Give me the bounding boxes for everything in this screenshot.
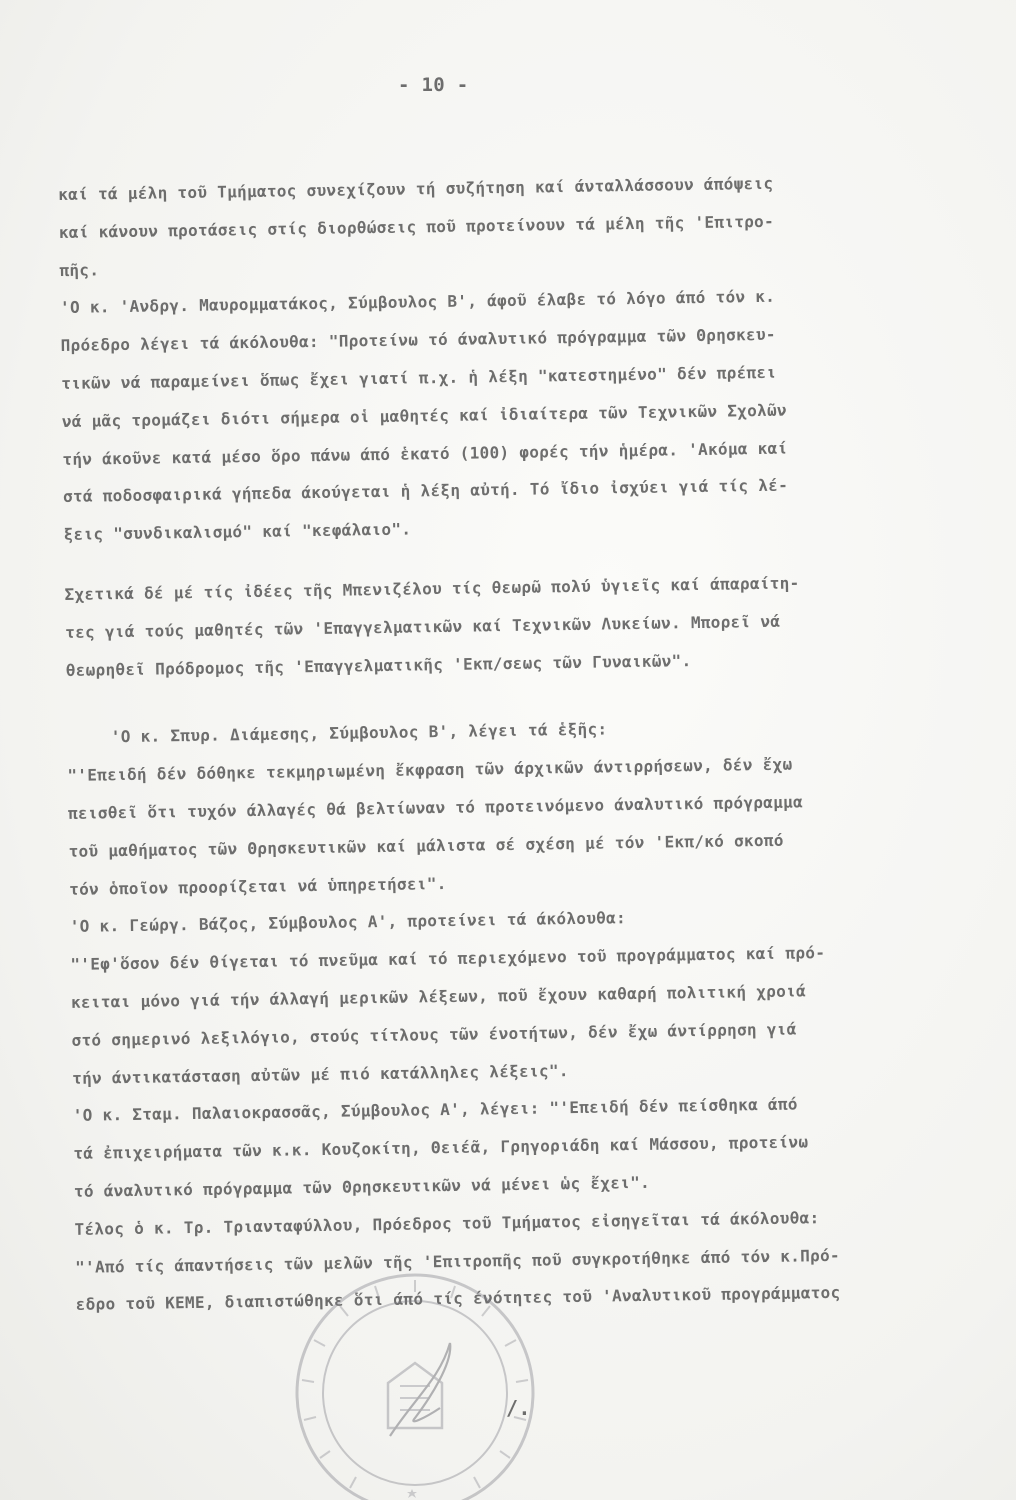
text-line: πεισθεῖ ὅτι τυχόν άλλαγές θά βελτίωναν τό προτεινόμενο άναλυτικό πρόγραμμα xyxy=(67,792,804,823)
text-line: καί κάνουν προτάσεις στίς διορθώσεις ποῦ προτείνουν τά μέλη τῆς 'Επιτρο- xyxy=(58,211,775,242)
text-line: Τέλος ὁ κ. Τρ. Τριανταφύλλου, Πρόεδρος τοῦ Τμήματος εἰσηγεῖται τά άκόλουθα: xyxy=(74,1207,820,1239)
seal-lettering-marks xyxy=(302,1280,528,1488)
text-line: στό σημερινό λεξιλόγιο, στούς τίτλους τῶν ένοτήτων, δέν ἔχω άντίρρηση γιά xyxy=(71,1019,797,1050)
text-line: τοῦ μαθήματος τῶν Θρησκευτικῶν καί μάλιστα σέ σχέση μέ τόν 'Εκπ/κό σκοπό xyxy=(68,830,784,861)
text-line: "'Από τίς άπαντήσεις τῶν μελῶν τῆς 'Επιτροπῆς ποῦ συγκροτήθηκε άπό τόν κ.Πρό- xyxy=(74,1245,841,1277)
seal-outer-ring xyxy=(297,1275,533,1500)
text-line: 'Ο κ. Σπυρ. Διάμεσης, Σύμβουλος Β', λέγει τά ἑξῆς: xyxy=(110,719,608,747)
text-line: ξεις "συνδικαλισμό" καί "κεφάλαιο". xyxy=(63,519,412,545)
text-line: καί τά μέλη τοῦ Τμήματος συνεχίζουν τή συζήτηση καί άνταλλάσσουν άπόψεις xyxy=(58,173,774,204)
text-line: στά ποδοσφαιρικά γήπεδα άκούγεται ἡ λέξη αὐτή. Τό ἴδιο ἰσχύει γιά τίς λέ- xyxy=(62,475,789,507)
text-line: τά ἐπιχειρήματα τῶν κ.κ. Κουζοκίτη, Θειέᾶ, Γρηγοριάδη καί Μάσσου, προτείνω xyxy=(73,1132,809,1164)
text-line: νά μᾶς τρομάζει διότι σήμερα οἱ μαθητές καί ἰδιαίτερα τῶν Τεχνικῶν Σχολῶν xyxy=(61,400,788,431)
page-number: - 10 - xyxy=(398,74,469,96)
text-line: τόν ὁποῖον προορίζεται νά ὑπηρετήσει". xyxy=(69,873,447,899)
text-line: Πρόεδρο λέγει τά άκόλουθα: "Προτείνω τό άναλυτικό πρόγραμμα τῶν Θρησκευ- xyxy=(60,324,776,356)
text-line: "'Εφ'ὅσον δέν θίγεται τό πνεῦμα καί τό περιεχόμενο τοῦ προγράμματος καί πρό- xyxy=(70,943,826,975)
document-body xyxy=(58,162,966,1324)
text-line: τό άναλυτικό πρόγραμμα τῶν Θρησκευτικῶν νά μένει ὡς ἔχει". xyxy=(73,1172,651,1201)
text-line: τικῶν νά παραμείνει ὅπως ἔχει γιατί π.χ. ἡ λέξη "κατεστημένο" δέν πρέπει xyxy=(61,362,777,393)
text-line: Σχετικά δέ μέ τίς ἰδέες τῆς Μπενιζέλου τίς θεωρῶ πολύ ὑγιεῖς καί άπαραίτη- xyxy=(64,573,800,604)
text-line: 'Ο κ. Σταμ. Παλαιοκρασσᾶς, Σύμβουλος Α', λέγει: "'Επειδή δέν πείσθηκα άπό xyxy=(72,1094,798,1126)
text-line: εδρο τοῦ ΚΕΜΕ, διαπιστώθηκε ὅτι άπό τίς ένότητες τοῦ 'Αναλυτικοῦ προγράμματος xyxy=(75,1283,841,1315)
text-line: κειται μόνο γιά τήν άλλαγή μερικῶν λέξεων, ποῦ ἔχουν καθαρή πολιτική χροιά xyxy=(70,981,807,1012)
text-line: πῆς. xyxy=(59,259,100,280)
text-line: τήν άκοῦνε κατά μέσο ὅρο πάνω άπό ἑκατό (100) φορές τήν ἡμέρα. 'Ακόμα καί xyxy=(62,438,788,469)
text-line: τες γιά τούς μαθητές τῶν 'Επαγγελματικῶν καί Τεχνικῶν Λυκείων. Μπορεῖ νά xyxy=(65,611,781,642)
text-line: τήν άντικατάσταση αὐτῶν μέ πιό κατάλληλες λέξεις". xyxy=(72,1060,569,1088)
text-line: "'Επειδή δέν δόθηκε τεκμηριωμένη ἔκφραση τῶν άρχικῶν άντιρρήσεων, δέν ἔχω xyxy=(67,754,793,786)
seal-inner-ring xyxy=(323,1301,507,1485)
seal-star-mark xyxy=(407,1489,417,1498)
text-line: 'Ο κ. 'Ανδργ. Μαυρομματάκος, Σύμβουλος Β', άφοῦ έλαβε τό λόγο άπό τόν κ. xyxy=(59,287,776,318)
text-line: 'Ο κ. Γεώργ. Βάζος, Σύμβουλος Α', προτείνει τά άκόλουθα: xyxy=(69,908,627,937)
continuation-mark: /. xyxy=(506,1396,531,1420)
official-seal-stamp xyxy=(290,1268,540,1500)
text-line: θεωρηθεῖ Πρόδρομος τῆς 'Επαγγελματικῆς 'Εκπ/σεως τῶν Γυναικῶν". xyxy=(65,650,692,680)
